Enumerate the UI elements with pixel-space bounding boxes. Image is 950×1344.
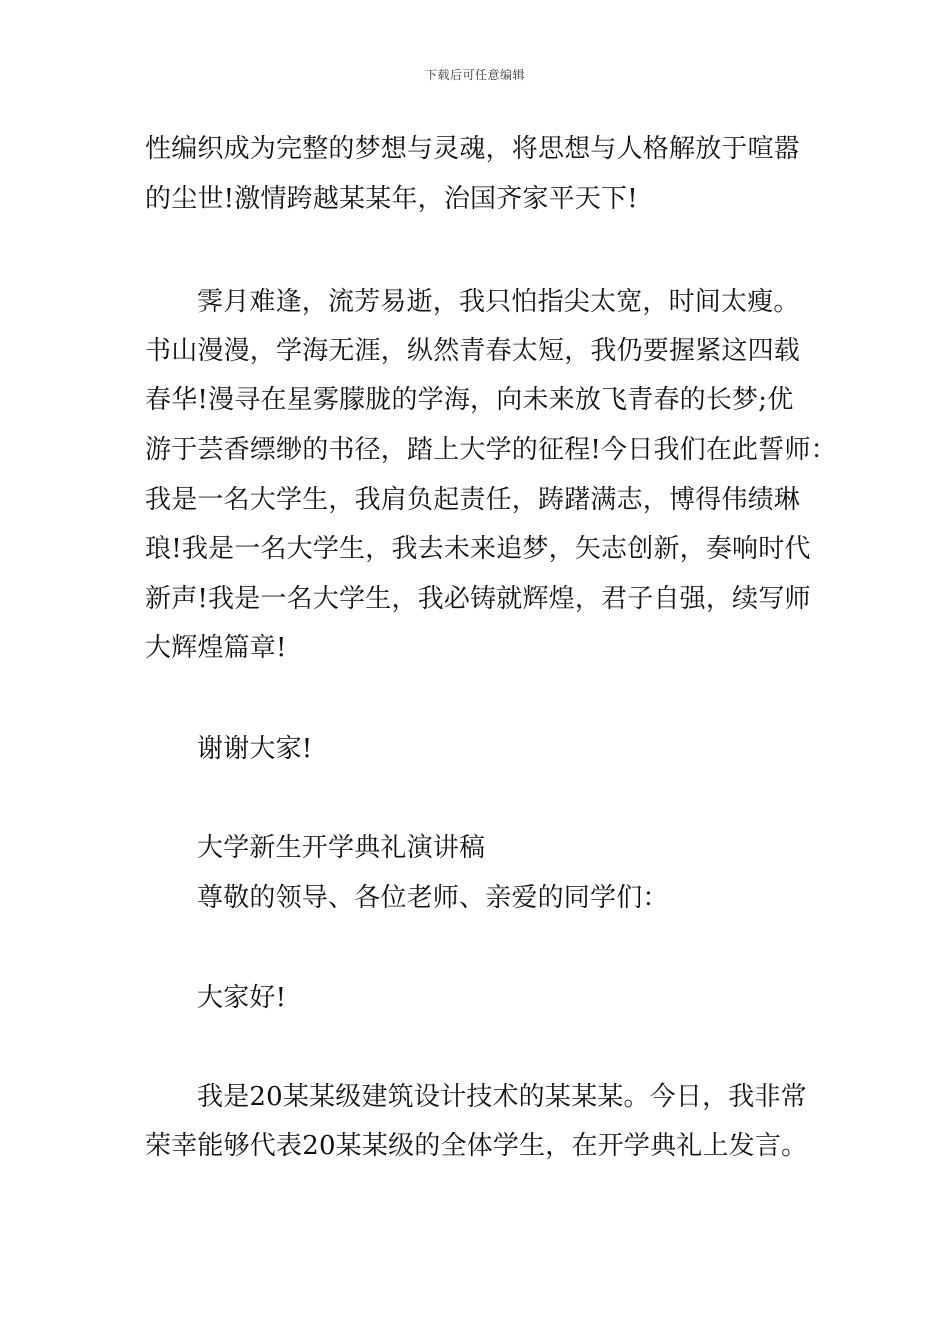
text-line: 新声!我是一名大学生，我必铸就辉煌，君子自强，续写师 bbox=[145, 584, 811, 614]
text-line: 谢谢大家! bbox=[197, 734, 313, 764]
page-header-note: 下载后可任意编辑 bbox=[424, 68, 525, 82]
text-line: 尊敬的领导、各位老师、亲爱的同学们： bbox=[197, 883, 669, 913]
text-line: 大家好! bbox=[197, 983, 287, 1013]
text-line: 性编织成为完整的梦想与灵魂，将思想与人格解放于喧嚣 bbox=[145, 134, 801, 164]
text-line: 我是20某某级建筑设计技术的某某某。今日，我非常 bbox=[197, 1082, 807, 1112]
text-line: 大辉煌篇章! bbox=[145, 633, 287, 663]
text-line: 的尘世!激情跨越某某年，治国齐家平天下! bbox=[145, 184, 638, 214]
text-line: 荣幸能够代表20某某级的全体学生，在开学典礼上发言。 bbox=[145, 1131, 808, 1161]
text-line: 琅!我是一名大学生，我去未来追梦，矢志创新，奏响时代 bbox=[145, 534, 811, 564]
text-line: 霁月难逢，流芳易逝，我只怕指尖太宽，时间太瘦。 bbox=[197, 287, 800, 317]
text-line: 春华!漫寻在星雾朦胧的学海，向未来放飞青春的长梦;优 bbox=[145, 385, 794, 415]
text-line: 游于芸香缥缈的书径，踏上大学的征程!今日我们在此誓师： bbox=[145, 435, 837, 465]
text-line: 书山漫漫，学海无涯，纵然青春太短，我仍要握紧这四载 bbox=[145, 336, 801, 366]
text-line: 大学新生开学典礼演讲稿 bbox=[197, 833, 486, 863]
text-line: 我是一名大学生，我肩负起责任，踌躇满志，博得伟绩琳 bbox=[145, 485, 801, 515]
